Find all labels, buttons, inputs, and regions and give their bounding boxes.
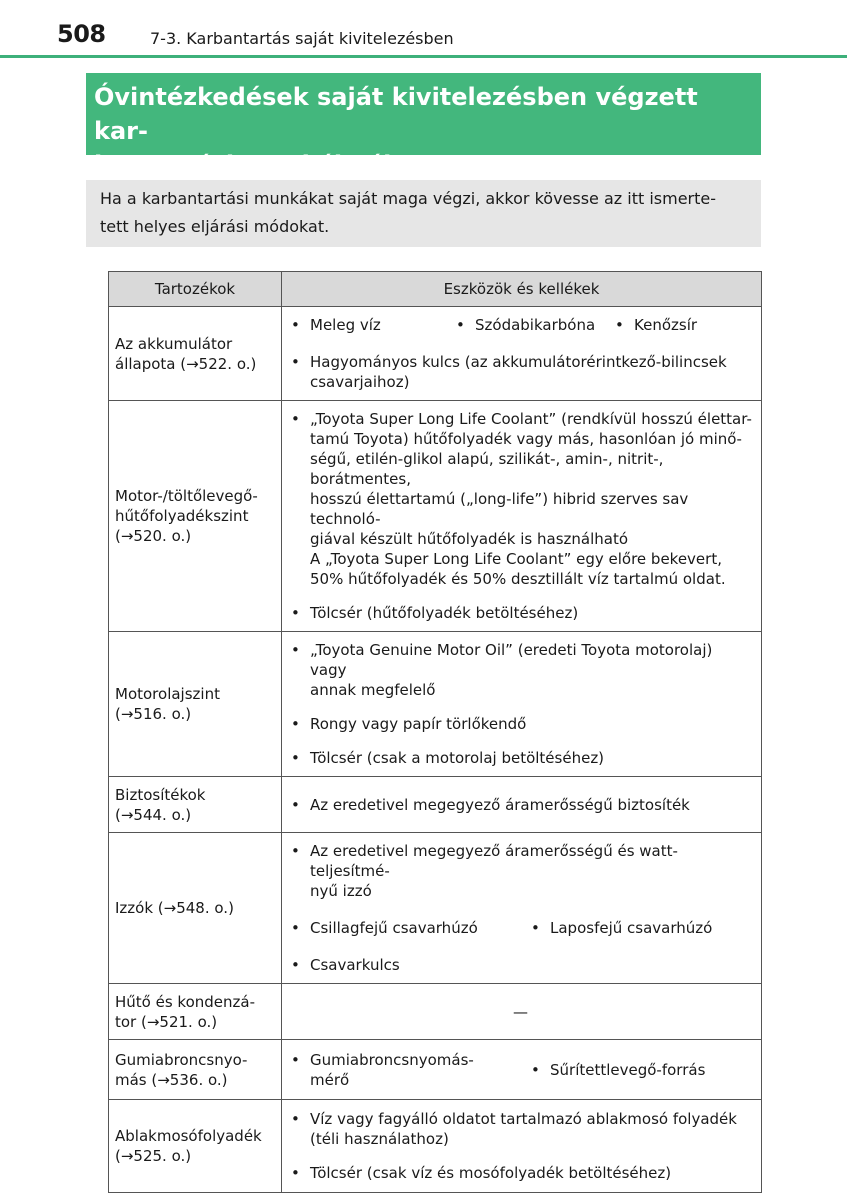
tools-cell: [282, 777, 762, 833]
section-title: [86, 73, 761, 179]
list-item: • Csavarkulcs: [288, 955, 753, 975]
accessory-cell: [109, 984, 282, 1040]
list-item-line: • „Toyota Genuine Motor Oil” (eredeti Toyota motorolaj) vagy: [310, 641, 713, 679]
tools-inline-list: [288, 312, 753, 338]
empty-dash: —: [513, 1002, 528, 1021]
header-rule: [0, 55, 847, 58]
list-item: [288, 409, 753, 589]
accessory-cell: [109, 401, 282, 632]
list-item-line: 50% hűtőfolyadék és 50% desztillált víz tartalmú oldat.: [310, 570, 726, 588]
accessory-line: tor (→521. o.): [115, 1012, 218, 1031]
accessory-line: Az akkumulátor: [115, 334, 233, 353]
list-item-line: csavarjaihoz): [310, 373, 410, 391]
accessory-line: (→525. o.): [115, 1147, 192, 1165]
list-item-line: giával készült hűtőfolyadék is használható: [310, 530, 629, 548]
column-header-tools: Eszközök és kellékek: [282, 272, 762, 307]
list-item-line: • „Toyota Super Long Life Coolant” (rendkívül hosszú élettar-: [310, 410, 752, 428]
list-item: • Tölcsér (csak víz és mosófolyadék betöltéséhez): [288, 1163, 753, 1183]
list-item: • Sűrítettlevegő-forrás: [528, 1060, 705, 1080]
list-item-line: (téli használathoz): [310, 1130, 449, 1148]
accessory-cell: [109, 777, 282, 833]
list-item: • Laposfejű csavarhúzó: [528, 918, 712, 938]
accessory-cell: [109, 632, 282, 777]
list-item-line: • Víz vagy fagyálló oldatot tartalmazó ablakmosó folyadék: [310, 1110, 737, 1128]
accessory-line: (→544. o.): [115, 805, 192, 824]
tools-cell: [282, 632, 762, 777]
table-row: [109, 401, 762, 632]
tools-cell: [282, 833, 762, 984]
page-header: [0, 0, 847, 62]
tools-cell: [282, 401, 762, 632]
list-item-line: mérő: [310, 1070, 350, 1089]
tools-cell: [282, 307, 762, 401]
accessory-cell: [109, 307, 282, 401]
list-item: [288, 352, 753, 392]
accessory-line: Motorolajszint: [115, 685, 220, 703]
tools-cell: [282, 1100, 762, 1193]
section-title-line: Óvintézkedések saját kivitelezésben végzett kar-: [94, 83, 698, 145]
list-item-line: • Az eredetivel megegyező áramerősségű és watt-teljesítmé-: [310, 842, 678, 880]
table-row: [109, 1040, 762, 1100]
accessory-cell: [109, 1040, 282, 1100]
list-item-line: • Gumiabroncsnyomás-: [310, 1050, 474, 1069]
accessory-line: Hűtő és kondenzá-: [115, 992, 255, 1011]
intro-box: [86, 180, 761, 247]
list-item: [288, 640, 753, 700]
tools-inline-list: [288, 1047, 753, 1093]
list-item-line: nyű izzó: [310, 882, 372, 900]
list-item-line: ségű, etilén-glikol alapú, szilikát-, amin-, nitrit-, borátmentes,: [310, 450, 664, 488]
table-row: [109, 984, 762, 1040]
intro-line: Ha a karbantartási munkákat saját maga végzi, akkor kövesse az itt ismerte-: [100, 189, 717, 208]
accessory-line: Motor-/töltőlevegő-: [115, 487, 258, 505]
list-item: • Szódabikarbóna: [453, 315, 612, 335]
list-item: • Kenőzsír: [612, 315, 697, 335]
accessory-line: állapota (→522. o.): [115, 354, 257, 373]
accessory-cell: [109, 833, 282, 984]
list-item-line: A „Toyota Super Long Life Coolant” egy előre bekevert,: [310, 550, 722, 568]
list-item-line: hosszú élettartamú („long-life”) hibrid szerves sav technoló-: [310, 490, 689, 528]
section-title-line: bantartási munkáknál: [94, 151, 392, 179]
accessory-cell: [109, 1100, 282, 1193]
table-row: [109, 777, 762, 833]
tools-cell: [282, 984, 762, 1040]
page-number: 508: [57, 20, 106, 48]
table-row: [109, 1100, 762, 1193]
intro-line: tett helyes eljárási módokat.: [100, 217, 330, 236]
table-row: [109, 307, 762, 401]
list-item-line: tamú Toyota) hűtőfolyadék vagy más, hasonlóan jó minő-: [310, 430, 742, 448]
list-item: • Csillagfejű csavarhúzó: [288, 918, 528, 938]
list-item: • Tölcsér (csak a motorolaj betöltéséhez): [288, 748, 753, 768]
maintenance-tools-table: [108, 271, 762, 1193]
list-item: • Rongy vagy papír törlőkendő: [288, 714, 753, 734]
accessory-line: Biztosítékok: [115, 785, 206, 804]
table-header-row: [109, 272, 762, 307]
table-row: [109, 833, 762, 984]
list-item: • Az eredetivel megegyező áramerősségű biztosíték: [288, 795, 753, 815]
column-header-accessories: Tartozékok: [109, 272, 282, 307]
list-item: [288, 841, 753, 901]
list-item: • Meleg víz: [288, 315, 453, 335]
list-item: [288, 1109, 753, 1149]
list-item-line: • Hagyományos kulcs (az akkumulátorérintkező-bilincsek: [310, 353, 727, 371]
accessory-line: hűtőfolyadékszint: [115, 507, 249, 525]
list-item-line: annak megfelelő: [310, 681, 436, 699]
accessory-line: Gumiabroncsnyo-: [115, 1050, 248, 1069]
accessory-line: Izzók (→548. o.): [115, 899, 234, 917]
chapter-title: 7-3. Karbantartás saját kivitelezésben: [150, 29, 454, 48]
tools-cell: [282, 1040, 762, 1100]
tools-inline-list: [288, 915, 753, 941]
accessory-line: (→520. o.): [115, 527, 192, 545]
accessory-line: Ablakmosófolyadék: [115, 1127, 262, 1145]
accessory-line: (→516. o.): [115, 705, 192, 723]
list-item: • Tölcsér (hűtőfolyadék betöltéséhez): [288, 603, 753, 623]
list-item: [288, 1050, 528, 1090]
table-row: [109, 632, 762, 777]
accessory-line: más (→536. o.): [115, 1070, 228, 1089]
